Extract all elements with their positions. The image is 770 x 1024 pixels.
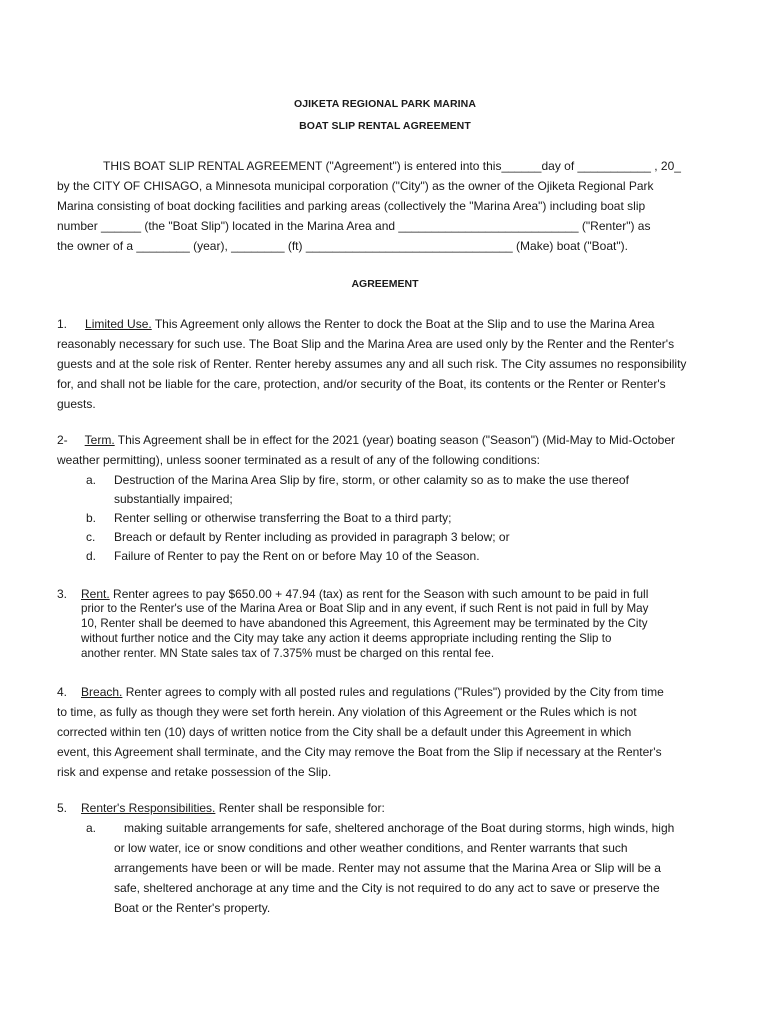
- section-title: Breach.: [81, 685, 123, 699]
- section-title: Rent.: [81, 587, 110, 601]
- section-first-line: [57, 587, 648, 601]
- section-text: Renter agrees to comply with all posted rules and regulations ("Rules") provided by the City from time: [122, 685, 664, 699]
- list-item-text: substantially impaired;: [114, 492, 233, 506]
- section-title: Term.: [84, 433, 115, 447]
- list-item-letter: c.: [86, 530, 96, 544]
- list-item-text: making suitable arrangements for safe, sheltered anchorage of the Boat during storms, high winds, high: [124, 821, 675, 835]
- section-line: guests and at the sole risk of Renter. Renter hereby assumes any and all such risk. The City assumes no responsibility: [57, 357, 687, 371]
- list-item-text: Breach or default by Renter including as provided in paragraph 3 below; or: [114, 530, 510, 544]
- section-line: corrected within ten (10) days of written notice from the City shall be a default under this Agreement in which: [57, 725, 632, 739]
- section-line: for, and shall not be liable for the care, protection, and/or security of the Boat, its contents or the Renter or Renter's: [57, 377, 666, 391]
- intro-line: Marina consisting of boat docking facilities and parking areas (collectively the "Marina Area") including boat slip: [57, 199, 646, 213]
- list-item-text: arrangements have been or will be made. Renter may not assume that the Marina Area or Slip will be a: [114, 861, 661, 875]
- intro-line: THIS BOAT SLIP RENTAL AGREEMENT ("Agreement") is entered into this______day of ___________ , 20_: [103, 159, 681, 173]
- section-text: Renter shall be responsible for:: [215, 801, 385, 815]
- list-item-text: or low water, ice or snow conditions and other weather conditions, and Renter warrants that such: [114, 841, 628, 855]
- section-line: guests.: [57, 397, 96, 411]
- section-first-line: [57, 685, 664, 699]
- section-line: prior to the Renter's use of the Marina Area or Boat Slip and in any event, if such Rent is not paid in full by May: [81, 602, 649, 615]
- section-first-line: [57, 433, 675, 447]
- section-line: without further notice and the City may take any action it deems appropriate including renting the Slip to: [81, 632, 612, 645]
- section-number: 4.: [57, 685, 68, 699]
- document-title: OJIKETA REGIONAL PARK MARINA: [293, 98, 477, 110]
- section-line: 10, Renter shall be deemed to have abandoned this Agreement, this Agreement may be terminated by the City: [81, 617, 648, 630]
- list-item-letter: a.: [86, 821, 97, 835]
- section-title: Renter's Responsibilities.: [81, 801, 216, 815]
- section-line: to time, as fully as though they were set forth herein. Any violation of this Agreement or the Rules which is not: [57, 705, 637, 719]
- section-text: This Agreement shall be in effect for the 2021 (year) boating season ("Season") (Mid-May to Mid-October: [114, 433, 676, 447]
- agreement-heading: AGREEMENT: [351, 278, 419, 290]
- section-number: 5.: [57, 801, 68, 815]
- section-number: 3.: [57, 587, 68, 601]
- section-first-line: [57, 317, 654, 331]
- section-line: another renter. MN State sales tax of 7.375% must be charged on this rental fee.: [81, 647, 495, 660]
- section-text: Renter agrees to pay $650.00 + 47.94 (tax) as rent for the Season with such amount to be paid in full: [109, 587, 649, 601]
- section-title: Limited Use.: [85, 317, 152, 331]
- list-item-letter: b.: [86, 511, 97, 525]
- list-item-text: Renter selling or otherwise transferring the Boat to a third party;: [114, 511, 452, 525]
- list-item-letter: d.: [86, 549, 97, 563]
- section-line: reasonably necessary for such use. The Boat Slip and the Marina Area are used only by the Renter and the Renter's: [57, 337, 675, 351]
- list-item-text: Boat or the Renter's property.: [114, 901, 271, 915]
- intro-line: number ______ (the "Boat Slip") located in the Marina Area and ___________________________ ("Renter") as: [57, 219, 651, 233]
- document-subtitle: BOAT SLIP RENTAL AGREEMENT: [299, 120, 471, 132]
- list-item-text: Destruction of the Marina Area Slip by fire, storm, or other calamity so as to make the use thereof: [114, 473, 629, 487]
- section-text: This Agreement only allows the Renter to dock the Boat at the Slip and to use the Marina Area: [151, 317, 655, 331]
- list-item-text: safe, sheltered anchorage at any time and the City is not required to do any act to save or preserve the: [114, 881, 660, 895]
- intro-line: by the CITY OF CHISAGO, a Minnesota municipal corporation ("City") as the owner of the Ojiketa Regional Park: [57, 179, 654, 193]
- section-number: 1.: [57, 317, 68, 331]
- section-number: 2-: [57, 433, 68, 447]
- section-line: risk and expense and retake possession of the Slip.: [57, 765, 332, 779]
- section-line: event, this Agreement shall terminate, and the City may remove the Boat from the Slip if necessary at the Renter's: [57, 745, 662, 759]
- intro-line: the owner of a ________ (year), ________ (ft) _______________________________ (Make) boat ("Boat").: [57, 239, 628, 253]
- list-item-letter: a.: [86, 473, 97, 487]
- list-item-text: Failure of Renter to pay the Rent on or before May 10 of the Season.: [114, 549, 480, 563]
- section-line: weather permitting), unless sooner terminated as a result of any of the following conditions:: [57, 453, 540, 467]
- section-first-line: [57, 801, 385, 815]
